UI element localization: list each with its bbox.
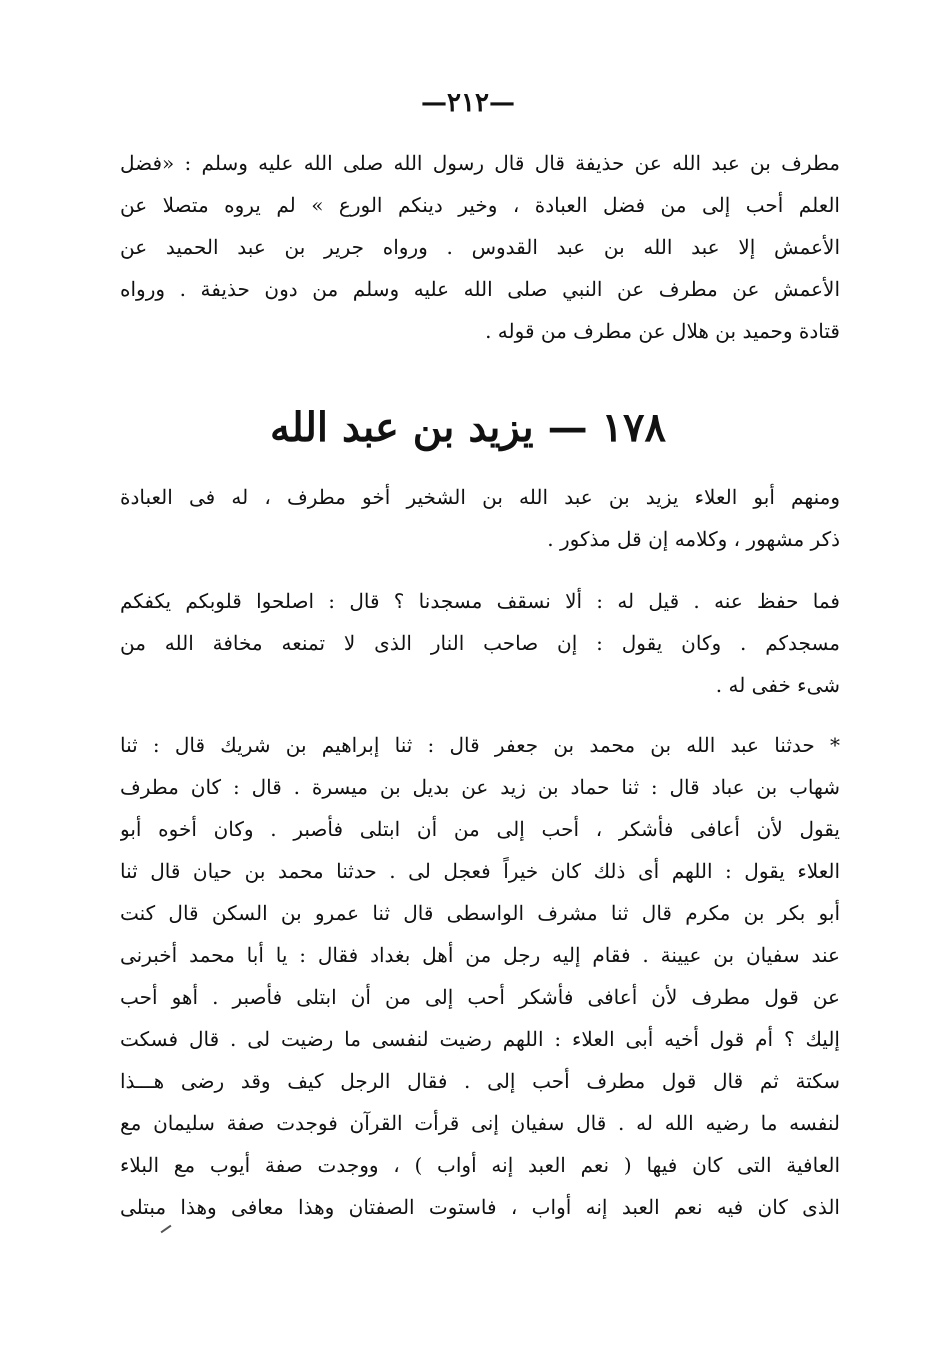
text-line: مطرف بن عبد الله عن حذيفة قال قال رسول الله صلى الله عليه وسلم : «فضل (120, 151, 840, 175)
section-heading: ١٧٨ — يزيد بن عبد الله (270, 404, 666, 451)
text-line: مسجدكم . وكان يقول : إن صاحب النار الذى لا تمنعه مخافة الله من (120, 631, 840, 655)
text-line: فما حفظ عنه . قيل له : ألا نسقف مسجدنا ؟ قال : اصلحوا قلوبكم يكفكم (120, 589, 840, 613)
text-line: عن قول مطرف لأن أعافى فأشكر أحب إلى من أن ابتلى فأصبر . أهو أحب (120, 985, 840, 1009)
paragraph-hadith-ending (120, 142, 840, 352)
paragraph-sayings (120, 580, 840, 706)
text-line: سكتة ثم قال قول مطرف أحب إلى . فقال الرجل كيف وقد رضى هـــذا (120, 1069, 840, 1093)
text-line: شىء خفى له . (715, 673, 840, 697)
text-line: أبو بكر بن مكرم قال ثنا مشرف الواسطى قال ثنا عمرو بن السكن قال كنت (120, 901, 840, 925)
text-line: ذكر مشهور ، وكلامه إن قل مذكور . (547, 527, 840, 551)
text-line: شهاب بن عباد قال : ثنا حماد بن زيد عن بديل بن ميسرة . قال : كان مطرف (120, 775, 840, 799)
text-line: الأعمش إلا عبد الله بن عبد القدوس . ورواه جرير بن عبد الحميد عن (120, 235, 840, 259)
text-line: العلاء يقول : اللهم أى ذلك كان خيراً فعجل لى . حدثنا محمد بن حيان قال ثنا (120, 859, 840, 883)
text-line: ومنهم أبو العلاء يزيد بن عبد الله بن الشخير أخو مطرف ، له فى العبادة (120, 485, 840, 509)
text-line: العلم أحب إلى من فضل العبادة ، وخير دينكم الورع » لم يروه متصلا عن (120, 193, 840, 217)
paragraph-narration (120, 724, 840, 1228)
text-line: الذى كان فيه نعم العبد إنه أواب ، فاستوت الصفتان وهذا معافى وهذا مبتلى (120, 1195, 840, 1219)
text-line: لنفسه ما رضيه الله له . قال سفيان إنى قرأت القرآن فوجدت صفة سليمان مع (120, 1111, 840, 1135)
text-line: عند سفيان بن عيينة . فقام إليه رجل من أهل بغداد فقال : يا أبا محمد أخبرنى (120, 943, 840, 967)
text-line: إليك ؟ أم قول أخيه أبى العلاء : اللهم رضيت لنفسى ما رضيت لى . قال فسكت (120, 1027, 840, 1051)
text-line: يقول لأن أعافى فأشكر ، أحب إلى من أن ابتلى فأصبر . وكان أخوه أبو (120, 817, 840, 841)
text-line: العافية التى كان فيها ( نعم العبد إنه أواب ) ، ووجدت صفة أيوب مع البلاء (120, 1153, 840, 1177)
paragraph-introduction (120, 476, 840, 560)
page-number: —٢١٢— (421, 88, 515, 118)
text-line: * حدثنا عبد الله بن محمد بن جعفر قال : ثنا إبراهيم بن شريك قال : ثنا (120, 733, 840, 757)
text-line: قتادة وحميد بن هلال عن مطرف من قوله . (485, 319, 840, 343)
text-line: الأعمش عن مطرف عن النبي صلى الله عليه وسلم من دون حذيفة . ورواه (120, 277, 840, 301)
